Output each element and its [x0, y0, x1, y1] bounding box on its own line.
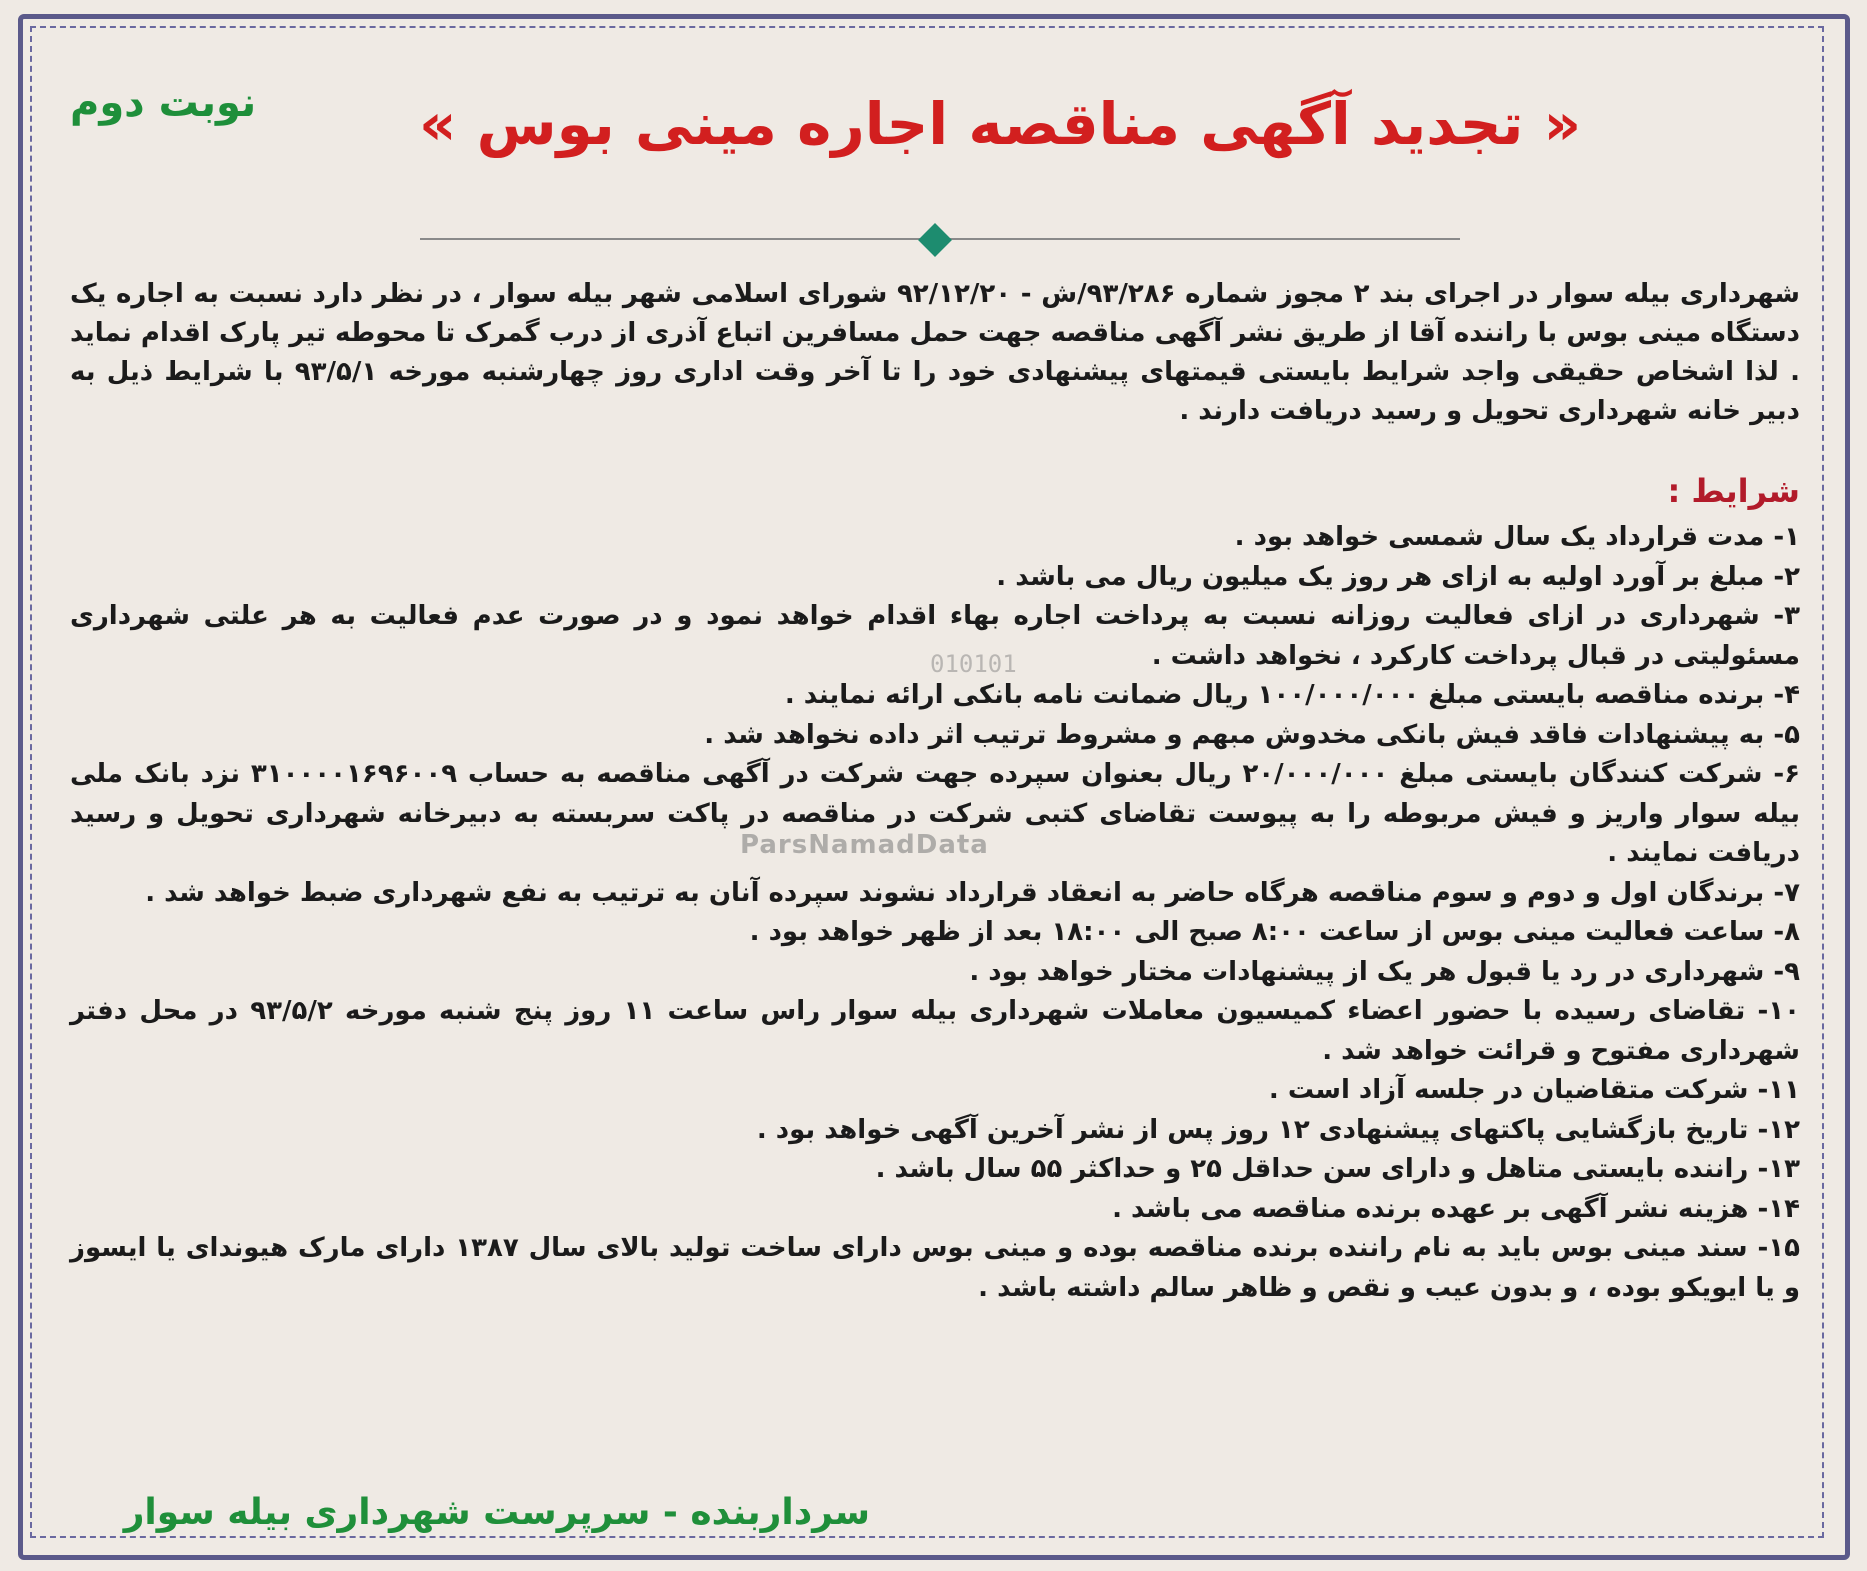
condition-item: ۸- ساعت فعالیت مینی بوس از ساعت ۸:۰۰ صبح الی ۱۸:۰۰ بعد از ظهر خواهد بود .: [749, 917, 1800, 947]
condition-item: ۹- شهرداری در رد یا قبول هر یک از پیشنهادات مختار خواهد بود .: [969, 956, 1800, 987]
divider-diamond-icon: [918, 223, 952, 257]
round-badge: نوبت دوم: [70, 80, 257, 126]
condition-item: ۳- شهرداری در ازای فعالیت روزانه نسبت به پرداخت اجاره بهاء اقدام خواهد نمود و در صورت عدم فعالیت به هر علتی شهرداری مسئولیتی در قبال پرداخت کارکرد ، نخواهد داشت .: [70, 601, 1800, 671]
notice-content: [70, 40, 1801, 1533]
stamp-mark: 010101: [930, 650, 1017, 678]
condition-item: ۱۲- تاریخ بازگشایی پاکتهای پیشنهادی ۱۲ روز پس از نشر آخرین آگهی خواهد بود .: [756, 1114, 1800, 1145]
condition-item: ۱۵- سند مینی بوس باید به نام راننده برنده مناقصه بوده و مینی بوس دارای ساخت تولید بالای سال ۱۳۸۷ دارای مارک هیوندای یا ایسوز و یا ایویکو بوده ، و بدون عیب و نقص و ظاهر سالم داشته باشد .: [70, 1233, 1800, 1303]
watermark: ParsNamadData: [740, 830, 989, 860]
condition-item: ۱۳- راننده بایستی متاهل و دارای سن حداقل ۲۵ و حداکثر ۵۵ سال باشد .: [875, 1154, 1800, 1184]
condition-item: ۶- شرکت کنندگان بایستی مبلغ ۲۰/۰۰۰/۰۰۰ ریال بعنوان سپرده جهت شرکت در آگهی مناقصه به حساب ۳۱۰۰۰۰۱۶۹۶۰۰۹ نزد بانک ملی بیله سوار واریز و فیش مربوطه را به پیوست تقاضای کتبی شرکت در مناقصه در پاکت سربسته به دبیرخانه شهرداری تحویل و رسید دریافت نمایند .: [70, 759, 1800, 868]
signature: سرداربنده - سرپرست شهرداری بیله سوار: [123, 1492, 870, 1533]
condition-item: ۵- به پیشنهادات فاقد فیش بانکی مخدوش مبهم و مشروط ترتیب اثر داده نخواهد شد .: [704, 719, 1800, 750]
intro-paragraph: شهرداری بیله سوار در اجرای بند ۲ مجوز شماره ۹۳/۲۸۶/ش - ۹۲/۱۲/۲۰ شورای اسلامی شهر بیله سوار ، در نظر دارد نسبت به اجاره یک دستگاه مینی بوس با راننده آقا از طریق نشر آگهی مناقصه جهت حمل مسافرین اتباع آذری از درب گمرک تا محوطه تیر پارک اقدام نماید . لذا اشخاص حقیقی واجد شرایط بایستی قیمتهای پیشنهادی خود را تا آخر وقت اداری روز چهارشنبه مورخه ۹۳/۵/۱ با شرایط ذیل به دبیر خانه شهرداری تحویل و رسید دریافت دارند .: [70, 279, 1801, 426]
condition-item: ۱۰- تقاضای رسیده با حضور اعضاء کمیسیون معاملات شهرداری بیله سوار راس ساعت ۱۱ روز پنج شنبه مورخه ۹۳/۵/۲ در محل دفتر شهرداری مفتوح و قرائت خواهد شد .: [70, 996, 1801, 1066]
conditions-heading: شرایط :: [1667, 472, 1800, 510]
condition-item: ۴- برنده مناقصه بایستی مبلغ ۱۰۰/۰۰۰/۰۰۰ ریال ضمانت نامه بانکی ارائه نمایند .: [784, 680, 1800, 710]
condition-item: ۱۴- هزینه نشر آگهی بر عهده برنده مناقصه می باشد .: [1112, 1193, 1800, 1224]
notice-title: « تجدید آگهی مناقصه اجاره مینی بوس »: [418, 90, 1582, 158]
condition-item: ۷- برندگان اول و دوم و سوم مناقصه هرگاه حاضر به انعقاد قرارداد نشوند سپرده آنان به ترتیب به نفع شهرداری ضبط خواهد شد .: [145, 877, 1800, 908]
conditions-list: [70, 518, 1800, 1308]
condition-item: ۱- مدت قرارداد یک سال شمسی خواهد بود .: [1234, 522, 1800, 552]
condition-item: ۱۱- شرکت متقاضیان در جلسه آزاد است .: [1268, 1075, 1800, 1105]
condition-item: ۲- مبلغ بر آورد اولیه به ازای هر روز یک میلیون ریال می باشد .: [996, 561, 1800, 592]
